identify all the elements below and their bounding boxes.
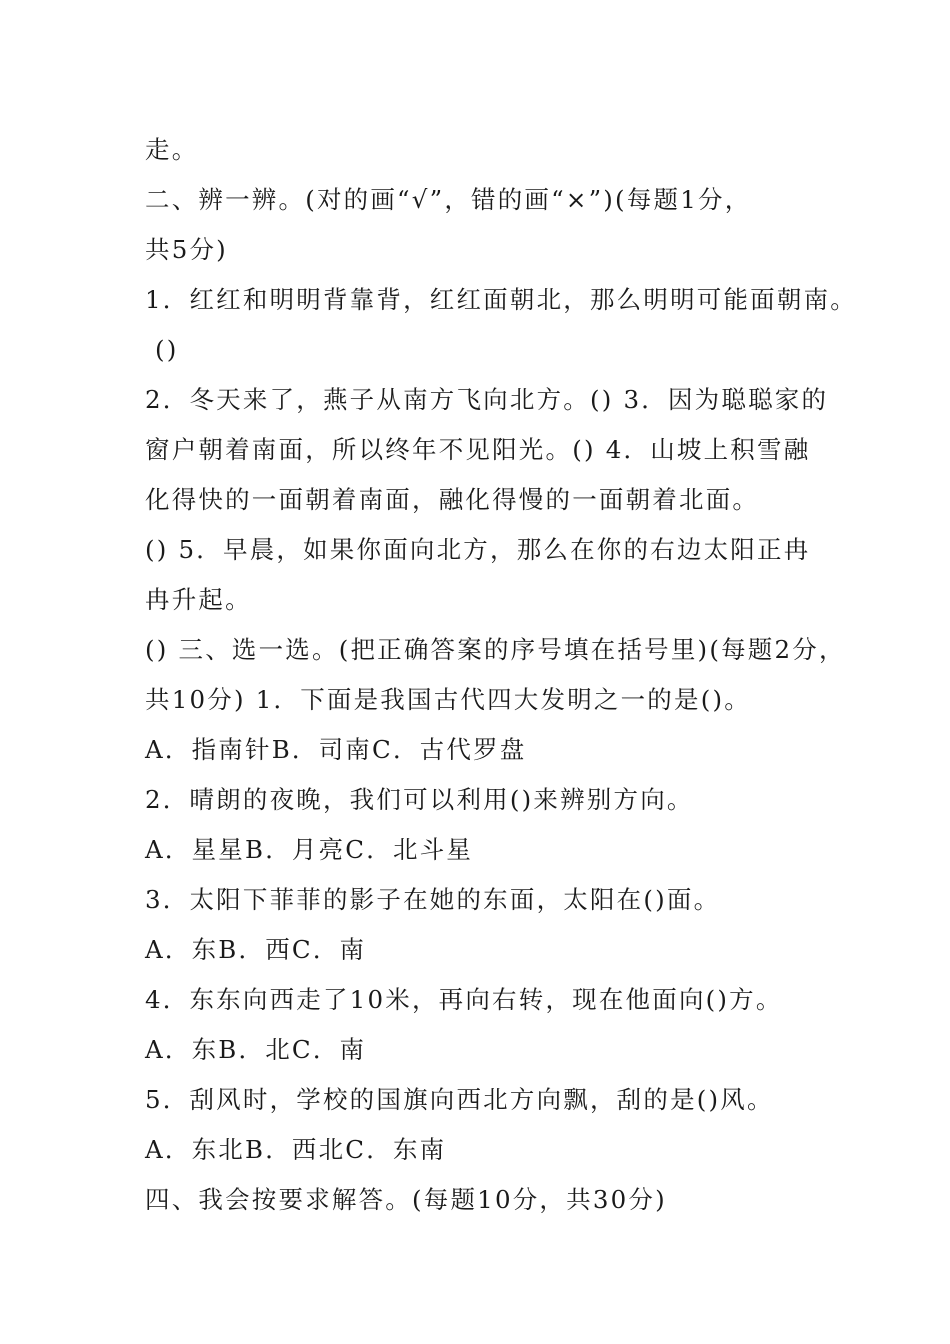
options-line: A．东北B．西北C．东南 <box>145 1135 447 1164</box>
section-four-heading: 四、我会按要求解答。(每题10分，共30分) <box>145 1185 667 1214</box>
options-line: A．东B．北C．南 <box>145 1035 367 1064</box>
question-line: 1．红红和明明背靠背，红红面朝北，那么明明可能面朝南。 <box>145 285 857 314</box>
question-line: 4．东东向西走了10米，再向右转，现在他面向()方。 <box>145 985 783 1014</box>
question-line: () 5．早晨，如果你面向北方，那么在你的右边太阳正冉 <box>145 535 811 564</box>
options-line: A．星星B．月亮C．北斗星 <box>145 835 474 864</box>
options-line: A．东B．西C．南 <box>145 935 367 964</box>
question-line: 2．晴朗的夜晚，我们可以利用()来辨别方向。 <box>145 785 694 814</box>
question-line: 共10分) 1．下面是我国古代四大发明之一的是()。 <box>145 685 751 714</box>
question-line: 冉升起。 <box>145 585 252 614</box>
options-line: A．指南针B．司南C．古代罗盘 <box>145 735 527 764</box>
text-line: 共5分) <box>145 235 228 264</box>
section-three-heading: () 三、选一选。(把正确答案的序号填在括号里)(每题2分， <box>145 635 846 664</box>
text-line: 走。 <box>145 135 199 164</box>
answer-bracket: () <box>145 335 179 364</box>
question-line: 5．刮风时，学校的国旗向西北方向飘，刮的是()风。 <box>145 1085 774 1114</box>
question-line: 窗户朝着南面，所以终年不见阳光。() 4．山坡上积雪融 <box>145 435 811 464</box>
question-line: 2．冬天来了，燕子从南方飞向北方。() 3．因为聪聪家的 <box>145 385 829 414</box>
question-line: 3．太阳下菲菲的影子在她的东面，太阳在()面。 <box>145 885 721 914</box>
section-two-heading: 二、辨一辨。(对的画“√”，错的画“×”)(每题1分， <box>145 185 752 214</box>
question-line: 化得快的一面朝着南面，融化得慢的一面朝着北面。 <box>145 485 760 514</box>
